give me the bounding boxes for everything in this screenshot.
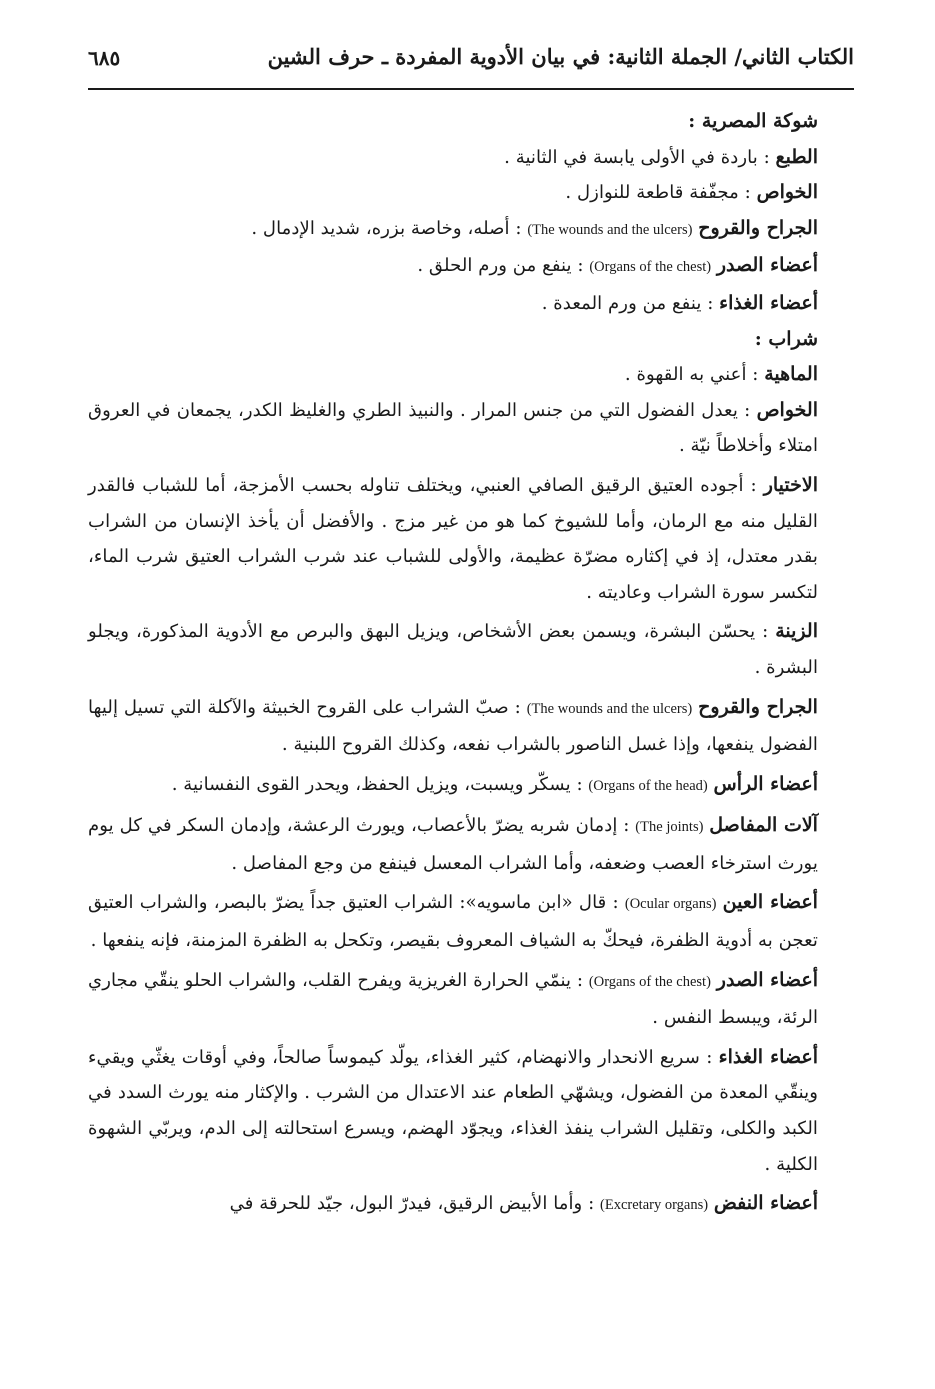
entry-lead: أعضاء العين bbox=[722, 891, 818, 914]
entry-lead: أعضاء النفض bbox=[713, 1192, 818, 1215]
entry-paragraph bbox=[88, 808, 856, 881]
entry-text: : وأما الأبيض الرقيق، فيدرّ البول، جيّد للحرقة في bbox=[229, 1193, 595, 1215]
entry-lead: أعضاء الغذاء bbox=[719, 291, 818, 314]
entry-lead: آلات المفاصل bbox=[709, 814, 818, 837]
entry-text: : يسكّر ويسبت، ويزيل الحفظ، ويحدر القوى النفسانية . bbox=[171, 773, 583, 795]
entry-lead: الخواص bbox=[756, 181, 818, 204]
entry-text: : يعدل الفضول التي من جنس المرار . والنبيذ الطري والغليظ الكدر، يجمعان في العروق امتلاء وأخلاطاً نيّة . bbox=[88, 399, 818, 457]
entry-paragraph bbox=[88, 1186, 856, 1224]
entry-text: : صبّ الشراب على القروح الخبيثة والآكلة التي تسيل إليها الفضول ينفعها، وإذا غسل الناصور بالشراب نفعه، وكذلك القروح اللبنية . bbox=[88, 696, 818, 756]
entry-lead: الجراح والقروح bbox=[698, 216, 818, 239]
entry-text: : ينفع من ورم الحلق . bbox=[417, 255, 584, 277]
page-header bbox=[88, 38, 854, 90]
entry-paragraph bbox=[88, 614, 856, 685]
entry-lead: الخواص bbox=[756, 398, 818, 421]
entry-text: : مجفّفة قاطعة للنوازل . bbox=[565, 182, 751, 204]
entry-paragraph bbox=[88, 767, 856, 805]
entry-lead: شراب : bbox=[754, 327, 818, 350]
entry-lead: الزينة bbox=[775, 620, 818, 643]
entry-heading bbox=[88, 322, 856, 358]
entry-paragraph bbox=[88, 175, 856, 211]
entry-paragraph bbox=[88, 357, 856, 393]
english-gloss: (The wounds and the ulcers) bbox=[527, 221, 693, 238]
entry-paragraph bbox=[88, 211, 856, 249]
entry-lead: الماهية bbox=[764, 363, 818, 386]
entry-paragraph bbox=[88, 468, 856, 610]
english-gloss: (Ocular organs) bbox=[624, 896, 717, 913]
entry-text: : باردة في الأولى يابسة في الثانية . bbox=[504, 146, 770, 168]
entry-lead: أعضاء الصدر bbox=[716, 254, 818, 277]
entry-text: : ينفع من ورم المعدة . bbox=[541, 292, 714, 314]
entry-paragraph bbox=[88, 690, 856, 763]
entry-lead: أعضاء الرأس bbox=[713, 772, 818, 795]
english-gloss: (Organs of the chest) bbox=[588, 973, 711, 990]
entry-lead: الطبع bbox=[775, 145, 818, 168]
entry-text: : إدمان شربه يضرّ بالأعصاب، ويورث الرعشة، وإدمان السكر في كل يوم يورث استرخاء العصب وضعفه، وأما الشراب المعسل فينفع من وجع المفاصل . bbox=[88, 815, 818, 874]
english-gloss: (The joints) bbox=[635, 819, 704, 836]
entry-text: : يحسّن البشرة، ويسمن بعض الأشخاص، ويزيل البهق والبرص مع الأدوية المذكورة، ويجلو البشرة . bbox=[88, 621, 818, 678]
entry-paragraph bbox=[88, 140, 856, 176]
entry-paragraph bbox=[88, 1040, 856, 1182]
english-gloss: (Organs of the chest) bbox=[589, 259, 712, 276]
entry-paragraph bbox=[88, 286, 856, 322]
entry-paragraph bbox=[88, 393, 856, 464]
entry-text: : أعني به القهوة . bbox=[624, 364, 759, 386]
entry-text: : سريع الانحدار والانهضام، كثير الغذاء، يولّد كيموساً صالحاً، وفي أوقات يغثّي ويقيء وينقّي المعدة من الفضول، ويشهّي الطعام عند الاعتدال من الشرب . والإكثار منه يورث السدد في الكبد والكلى، وتقليل الشراب ينفذ الغذاء، ويجوّد الهضم، ويسرع استحالته إلى الدم، ويربّي الشهوة الكلية . bbox=[88, 1046, 818, 1175]
entry-lead: أعضاء الصدر bbox=[716, 968, 818, 991]
entry-lead: الجراح والقروح bbox=[698, 695, 818, 718]
entry-lead: الاختيار bbox=[763, 473, 818, 496]
entry-text: : أجوده العتيق الرقيق الصافي العنبي، ويختلف تناوله بحسب الأمزجة، أما للشباب فالقدر القليل منه مع الرمان، وأما للشيوخ كما هو من غير مزج . والأفضل أن يأخذ الإنسان من الشراب بقدر معتدل، إذ في إكثاره مضرّة عظيمة، والأولى للشباب عند شرب الشراب العتيق شرب الماء، لتكسر سورة الشراب وعاديته . bbox=[88, 474, 818, 603]
entry-text: : ينمّي الحرارة الغريزية ويفرح القلب، والشراب الحلو ينقّي مجاري الرئة، ويبسط النفس . bbox=[88, 969, 818, 1029]
english-gloss: (Excretary organs) bbox=[600, 1197, 709, 1214]
entry-text: : قال «ابن ماسويه»: الشراب العتيق جداً يضرّ بالبصر، والشراب العتيق تعجن به أدوية الظفرة، فيحكّ به الشياف المعروف بقيصر، وتكحل به الظفرة المزمنة، فإنه ينفعها . bbox=[88, 892, 818, 952]
running-title: الكتاب الثاني/ الجملة الثانية: في بيان الأدوية المفردة ـ حرف الشين bbox=[267, 44, 854, 69]
page-number: ٦٨٥ bbox=[88, 46, 121, 70]
entry-paragraph bbox=[88, 248, 856, 286]
page-body bbox=[88, 104, 856, 1224]
entry-lead: أعضاء الغذاء bbox=[718, 1045, 818, 1068]
entry-heading bbox=[88, 104, 856, 140]
entry-text: : أصله، وخاصة بزره، شديد الإدمال . bbox=[251, 217, 522, 239]
entry-lead: شوكة المصرية : bbox=[688, 110, 818, 132]
english-gloss: (The wounds and the ulcers) bbox=[526, 700, 693, 717]
entry-paragraph bbox=[88, 963, 856, 1036]
entry-paragraph bbox=[88, 885, 856, 958]
english-gloss: (Organs of the head) bbox=[588, 777, 708, 794]
